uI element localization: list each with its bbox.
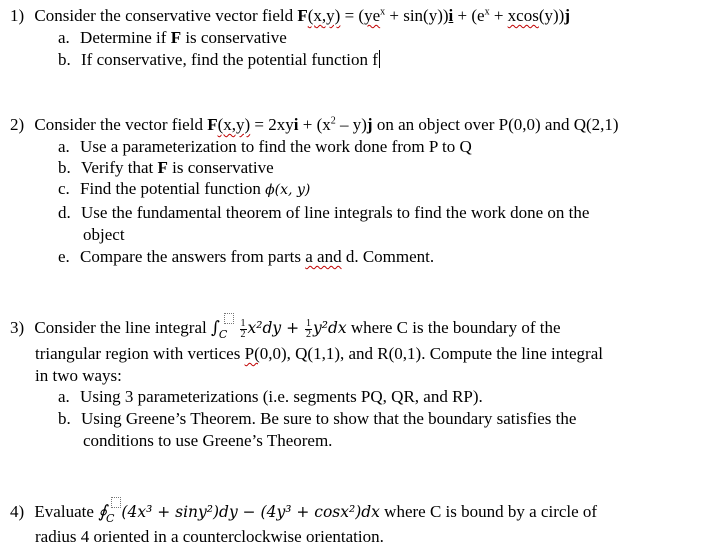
q4-math: (4x³ + siny²)dy − (4y³ + cosx²)dx xyxy=(121,503,380,521)
q2-c-label: c. xyxy=(58,179,70,198)
q1-eq: = ( xyxy=(340,6,365,25)
q2-part-a xyxy=(58,137,472,157)
placeholder-box-icon xyxy=(224,313,234,324)
q1-b-text: If conservative, find the potential function f xyxy=(81,50,378,69)
q3-line2-post: 0,0), Q(1,1), and R(0,1). Compute the line integral xyxy=(259,344,603,363)
q3-number: 3) xyxy=(10,318,25,337)
q3-line2-P: P( xyxy=(244,344,260,363)
integral-symbol: ∫ xyxy=(211,318,220,338)
q2-b-F: F xyxy=(157,158,168,177)
q2-a-text: Use a parameterization to find the work done from P to Q xyxy=(80,137,472,156)
q2-xy: (x,y) xyxy=(217,115,251,134)
frac2-num: 1 xyxy=(306,317,312,329)
q2-part-d-line2 xyxy=(83,225,125,245)
q3-b-text-2: conditions to use Greene’s Theorem. xyxy=(83,431,333,450)
integral-subscript: C xyxy=(218,328,228,341)
q2-a-label: a. xyxy=(58,137,70,156)
q2-j: j xyxy=(366,115,373,134)
q1-a-post: is conservative xyxy=(181,28,287,47)
q2-b-post: is conservative xyxy=(167,158,274,177)
contour-integral-symbol: ∮ xyxy=(98,502,107,522)
q2-statement xyxy=(10,115,619,135)
q1-xcos: xcos xyxy=(507,6,539,25)
q2-e-label: e. xyxy=(58,247,70,266)
q2-part-d xyxy=(58,203,589,223)
q1-i: i xyxy=(448,6,454,25)
frac1-num: 1 xyxy=(240,317,246,329)
q1-text: Consider the conservative vector field xyxy=(34,6,298,25)
q1-plus: + xyxy=(489,6,508,25)
q4-line2 xyxy=(35,527,384,547)
q3-part-b xyxy=(58,409,576,429)
q2-e-post: d. Comment. xyxy=(341,247,435,266)
q1-a-F: F xyxy=(170,28,182,47)
q1-tail: (y)) xyxy=(538,6,565,25)
q1-e: + (e xyxy=(453,6,485,25)
q2-e-text: Compare the answers from parts xyxy=(80,247,306,266)
q2-e-squig: a and xyxy=(305,247,342,266)
fraction-one-half-2 xyxy=(305,319,312,340)
q3-text: Consider the line integral xyxy=(34,318,211,337)
q3-line3-text: in two ways: xyxy=(35,366,122,385)
q1-a-label: a. xyxy=(58,28,70,47)
q2-eq2: – y) xyxy=(335,115,367,134)
q2-text: Consider the vector field xyxy=(34,115,208,134)
frac1-den: 2 xyxy=(240,328,246,340)
q2-post: on an object over P(0,0) and Q(2,1) xyxy=(372,115,619,134)
q3-term2: y²dx xyxy=(313,319,347,337)
q4-statement xyxy=(10,502,597,524)
q2-c-text: Find the potential function xyxy=(80,179,266,198)
fraction-one-half xyxy=(240,319,247,340)
q3-b-label: b. xyxy=(58,409,71,428)
q1-a-text: Determine if xyxy=(80,28,171,47)
q3-a-text: Using 3 parameterizations (i.e. segments PQ, QR, and RP). xyxy=(80,387,483,406)
q1-part-b xyxy=(58,50,380,70)
q2-sup2: 2 xyxy=(330,115,336,127)
q3-a-label: a. xyxy=(58,387,70,406)
q1-yex: ye xyxy=(364,6,381,25)
q2-part-e xyxy=(58,247,434,267)
q2-c-math: ϕ(x, y) xyxy=(265,182,311,198)
q2-part-c xyxy=(58,179,310,200)
q3-b-text: Using Greene’s Theorem. Be sure to show that the boundary satisfies the xyxy=(81,409,577,428)
q4-line2-text: radius 4 oriented in a counterclockwise orientation. xyxy=(35,527,384,546)
line-integral-sign xyxy=(211,318,234,340)
q2-b-text: Verify that xyxy=(81,158,158,177)
q1-sin: + sin(y)) xyxy=(385,6,449,25)
q4-text: Evaluate xyxy=(34,502,99,521)
contour-integral-sign xyxy=(98,502,121,524)
q1-statement xyxy=(10,6,570,26)
placeholder-box-icon xyxy=(111,497,121,508)
q4-post: where C is bound by a circle of xyxy=(379,502,598,521)
q3-line3 xyxy=(35,366,122,386)
q2-d-label: d. xyxy=(58,203,71,222)
q2-b-label: b. xyxy=(58,158,71,177)
q1-part-a xyxy=(58,28,287,48)
q3-post: where C is the boundary of the xyxy=(346,318,561,337)
q3-term1: x²dy + xyxy=(247,319,305,337)
q1-sup-x2: x xyxy=(484,6,490,18)
q3-statement xyxy=(10,318,561,340)
q1-F: F xyxy=(297,6,308,25)
q2-number: 2) xyxy=(10,115,25,134)
q3-line2 xyxy=(35,344,603,364)
q3-part-b-line2 xyxy=(83,431,332,451)
q2-F: F xyxy=(207,115,218,134)
q1-j: j xyxy=(564,6,570,25)
q3-part-a xyxy=(58,387,483,407)
q1-sup-x1: x xyxy=(380,6,386,18)
text-cursor xyxy=(379,50,380,68)
q1-xy: (x,y) xyxy=(307,6,341,25)
frac2-den: 2 xyxy=(306,328,312,340)
q1-number: 1) xyxy=(10,6,25,25)
contour-integral-subscript: C xyxy=(106,512,115,525)
q2-d-text: Use the fundamental theorem of line integrals to find the work done on the xyxy=(81,203,590,222)
q1-b-label: b. xyxy=(58,50,71,69)
q2-part-b xyxy=(58,158,274,178)
q3-line2-pre: triangular region with vertices xyxy=(35,344,245,363)
q2-i: i xyxy=(293,115,299,134)
q2-eq1: = 2xy xyxy=(250,115,294,134)
q2-d-text-2: object xyxy=(83,225,125,244)
q2-mid: + (x xyxy=(298,115,331,134)
q4-number: 4) xyxy=(10,502,25,521)
